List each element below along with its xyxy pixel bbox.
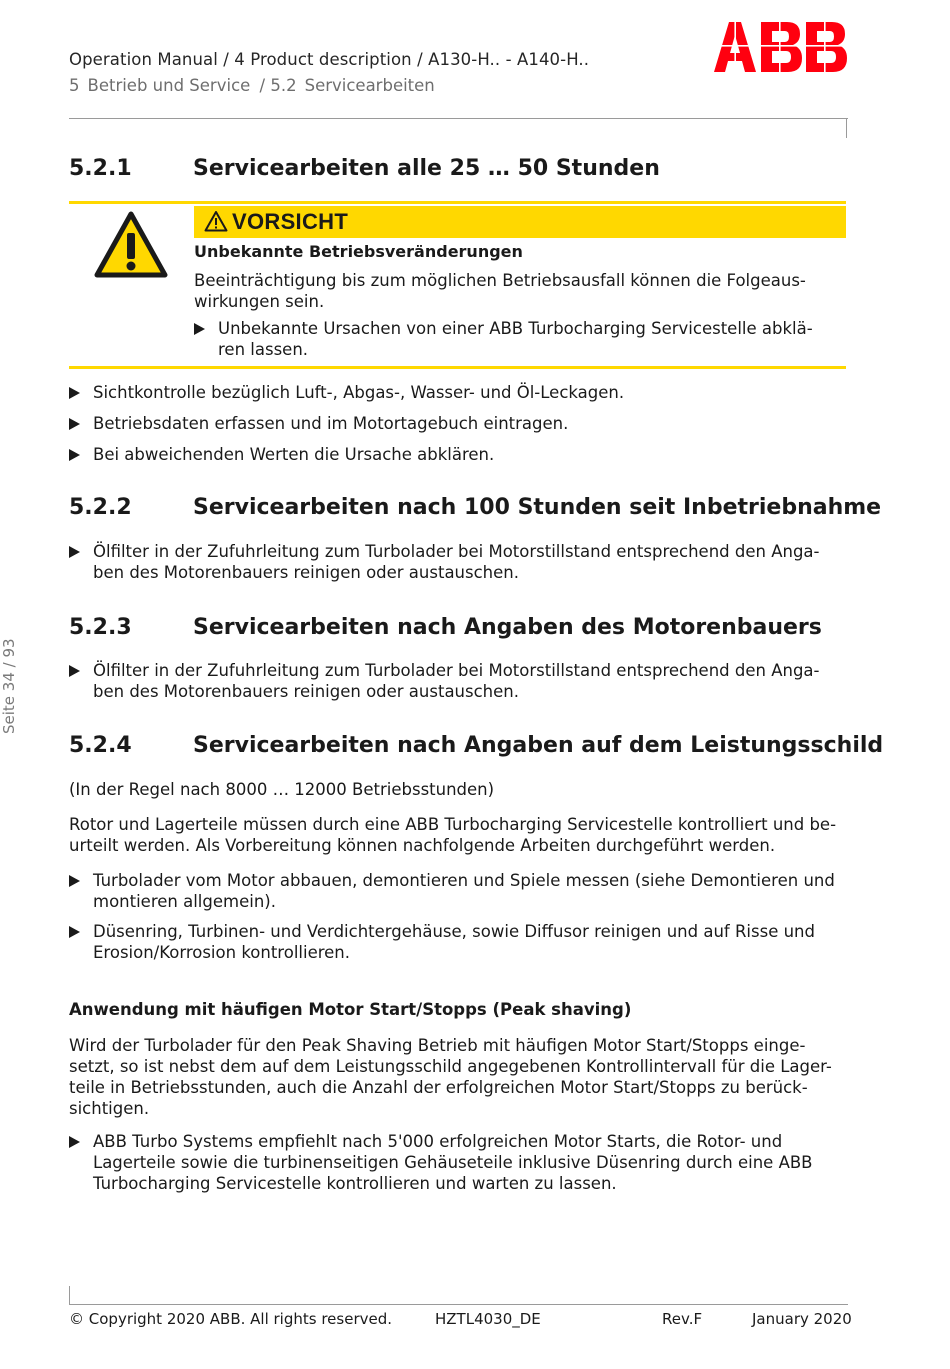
warning-triangle-icon [94, 211, 168, 279]
chapter-title: Betrieb und Service [87, 76, 251, 95]
caution-text [194, 270, 834, 312]
caution-bottom-rule [69, 366, 846, 369]
list-item [69, 870, 849, 912]
caution-action-line: ren lassen. [218, 340, 309, 359]
section-title: Servicearbeiten nach 100 Stunden seit Inbetriebnahme [193, 495, 882, 520]
abb-logo [712, 20, 848, 72]
list-item-text: ben des Motorenbauers reinigen oder austauschen. [93, 682, 519, 701]
caution-text-line: Beeinträchtigung bis zum möglichen Betriebsausfall können die Folgeaus- [194, 271, 806, 290]
warning-small-icon [204, 210, 228, 232]
list-item-text: Turbocharging Servicestelle kontrollieren und warten zu lassen. [93, 1174, 617, 1193]
revision: Rev.F [662, 1310, 703, 1328]
caution-top-rule [69, 201, 846, 204]
list-item-text: Erosion/Korrosion kontrollieren. [93, 943, 350, 962]
header-divider [69, 118, 848, 119]
list-item [69, 382, 849, 403]
section-heading-5-2-1 [69, 156, 660, 181]
paragraph [69, 814, 849, 856]
section-number: 5.2.4 [69, 733, 132, 758]
section-title: Servicearbeiten alle 25 … 50 Stunden [193, 156, 660, 181]
bullet-arrow-icon [69, 665, 80, 677]
caution-subtitle: Unbekannte Betriebsveränderungen [194, 242, 523, 261]
header-divider-tick [846, 118, 847, 138]
subsection-heading: Anwendung mit häufigen Motor Start/Stopps (Peak shaving) [69, 1000, 632, 1019]
paragraph-line: sichtigen. [69, 1099, 150, 1118]
document-id: HZTL4030_DE [435, 1310, 541, 1328]
paragraph-line: Rotor und Lagerteile müssen durch eine ABB Turbocharging Servicestelle kontrolliert und be- [69, 815, 837, 834]
list-item [69, 1131, 849, 1194]
footer-divider [69, 1304, 848, 1305]
section-number: 5.2.3 [69, 615, 132, 640]
list-item-text: Sichtkontrolle bezüglich Luft-, Abgas-, Wasser- und Öl-Leckagen. [93, 383, 625, 402]
list-item [69, 541, 849, 583]
list-item-text: montieren allgemein). [93, 892, 276, 911]
section-heading-5-2-4 [69, 733, 883, 758]
list-item-text: ABB Turbo Systems empfiehlt nach 5'000 erfolgreichen Motor Starts, die Rotor- und [93, 1132, 783, 1151]
caution-label-bar [194, 206, 846, 238]
list-item-text: Turbolader vom Motor abbauen, demontieren und Spiele messen (siehe Demontieren und [93, 871, 835, 890]
section-title: Servicearbeiten [304, 76, 435, 95]
list-item-text: Düsenring, Turbinen- und Verdichtergehäuse, sowie Diffusor reinigen und auf Risse und [93, 922, 815, 941]
section-number: 5.2.2 [69, 495, 132, 520]
bullet-arrow-icon [69, 1136, 80, 1148]
list-item-text: Lagerteile sowie die turbinenseitigen Gehäuseteile inklusive Düsenring durch eine ABB [93, 1153, 813, 1172]
bullet-arrow-icon [69, 546, 80, 558]
bullet-arrow-icon [69, 387, 80, 399]
section-number: / 5.2 [259, 76, 297, 95]
list-item-text: ben des Motorenbauers reinigen oder austauschen. [93, 563, 519, 582]
list-item-text: Ölfilter in der Zufuhrleitung zum Turbolader bei Motorstillstand entsprechend den Anga- [93, 542, 820, 561]
paragraph-line: Wird der Turbolader für den Peak Shaving Betrieb mit häufigen Motor Start/Stopps einge- [69, 1036, 806, 1055]
list-item-text: Bei abweichenden Werten die Ursache abklären. [93, 445, 495, 464]
caution-label: VORSICHT [232, 209, 349, 234]
section-heading-5-2-3 [69, 615, 822, 640]
bullet-arrow-icon [69, 418, 80, 430]
section-title: Servicearbeiten nach Angaben des Motorenbauers [193, 615, 822, 640]
bullet-arrow-icon [69, 926, 80, 938]
paragraph-line: teile in Betriebsstunden, auch die Anzahl der erfolgreichen Motor Start/Stopps zu berück- [69, 1078, 808, 1097]
chapter-breadcrumb [69, 76, 435, 95]
paragraph [69, 1035, 849, 1119]
list-item [69, 660, 849, 702]
bullet-arrow-icon [194, 323, 205, 335]
copyright: © Copyright 2020 ABB. All rights reserved. [69, 1310, 393, 1328]
publication-date: January 2020 [752, 1310, 852, 1328]
page-number: Seite 34 / 93 [0, 638, 18, 734]
bullet-arrow-icon [69, 875, 80, 887]
chapter-number: 5 [69, 76, 80, 95]
paragraph-line: urteilt werden. Als Vorbereitung können nachfolgende Arbeiten durchgeführt werden. [69, 836, 776, 855]
caution-action [194, 318, 834, 360]
section-title: Servicearbeiten nach Angaben auf dem Leistungsschild [193, 733, 884, 758]
bullet-arrow-icon [69, 449, 80, 461]
list-item [69, 444, 849, 465]
list-item [69, 413, 849, 434]
list-item [69, 921, 849, 963]
caution-action-line: Unbekannte Ursachen von einer ABB Turbocharging Servicestelle abklä- [218, 319, 813, 338]
list-item-text: Ölfilter in der Zufuhrleitung zum Turbolader bei Motorstillstand entsprechend den Anga- [93, 661, 820, 680]
caution-text-line: wirkungen sein. [194, 292, 325, 311]
section-heading-5-2-2 [69, 495, 881, 520]
footer-divider-tick [69, 1286, 70, 1304]
list-item-text: Betriebsdaten erfassen und im Motortagebuch eintragen. [93, 414, 569, 433]
paragraph-line: setzt, so ist nebst dem auf dem Leistungsschild angegebenen Kontrollintervall für die Lager- [69, 1057, 832, 1076]
interval-note: (In der Regel nach 8000 … 12000 Betriebsstunden) [69, 780, 495, 799]
breadcrumb: Operation Manual / 4 Product description / A130-H.. - A140-H.. [69, 50, 590, 69]
section-number: 5.2.1 [69, 156, 132, 181]
